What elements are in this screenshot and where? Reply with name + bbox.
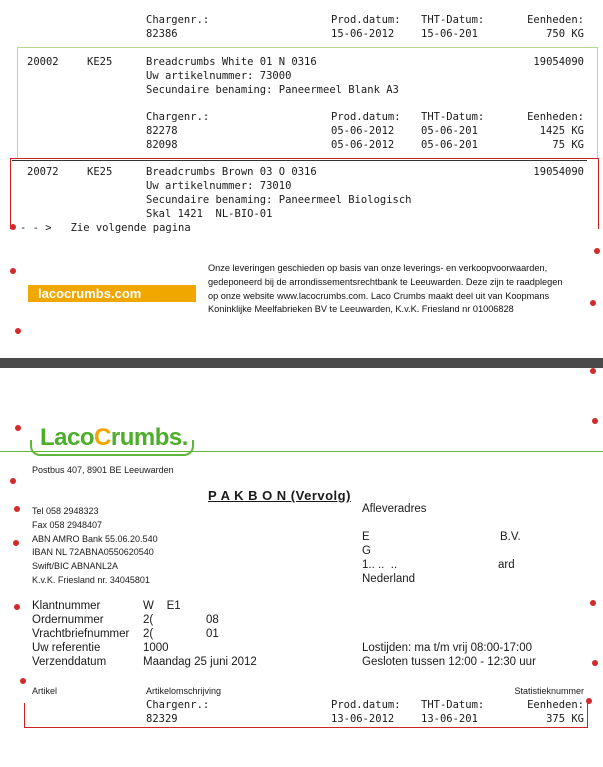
item1-row1-charge: 82278 xyxy=(146,125,178,137)
item2-skal: Skal 1421 NL-BIO-01 xyxy=(146,208,273,220)
p2-charge-label: Chargenr.: xyxy=(146,699,210,711)
red-mark xyxy=(10,224,16,230)
header-line xyxy=(0,451,603,452)
footer-line: op onze website www.lacocrumbs.com. Laco Crumbs maakt deel uit van Koopmans xyxy=(208,290,550,301)
document-title: P A K B O N (Vervolg) xyxy=(208,488,351,503)
item1-row1-qty: 1425 KG xyxy=(539,125,584,137)
brand-logo-c: C xyxy=(94,424,111,451)
charge-label: Chargenr.: xyxy=(146,14,210,26)
p2-item-frame xyxy=(24,703,588,728)
red-mark xyxy=(586,698,592,704)
afleveradres-country: Nederland xyxy=(362,573,416,585)
red-mark xyxy=(590,600,596,606)
item2-artikel: Uw artikelnummer: 73010 xyxy=(146,180,292,192)
item1-tht-label: THT-Datum: xyxy=(421,111,485,123)
item1-number: 19054090 xyxy=(533,56,584,68)
col-artikel: Artikel xyxy=(32,686,58,696)
item1-secundair: Secundaire benaming: Paneermeel Blank A3 xyxy=(146,84,399,96)
contact-bank: ABN AMRO Bank 55.06.20.540 xyxy=(32,534,158,544)
gesloten: Gesloten tussen 12:00 - 12:30 uur xyxy=(362,656,536,668)
item1-eenheden-label: Eenheden: xyxy=(527,111,584,123)
qty-value: 750 KG xyxy=(546,28,584,40)
item1-artikel: Uw artikelnummer: 73000 xyxy=(146,70,292,82)
afleveradres-extra: B.V. xyxy=(500,531,521,543)
item2-code: 20072 xyxy=(27,166,59,178)
red-mark xyxy=(10,268,16,274)
page-divider xyxy=(0,358,603,368)
item1-row1-prod: 05-06-2012 xyxy=(331,125,395,137)
red-mark xyxy=(20,678,26,684)
footer-terms xyxy=(208,262,603,317)
next-page-link: - - > Zie volgende pagina xyxy=(20,222,191,234)
red-mark xyxy=(592,660,598,666)
footer-logo: lacocrumbs.com xyxy=(28,285,196,302)
footer-line: gedeponeerd bij de arrondissementsrechtbank te Leeuwarden. Deze zijn te raadplegen xyxy=(208,276,563,287)
item2-group: KE25 xyxy=(87,166,113,178)
vrachtbrief-value: 2( xyxy=(143,628,154,640)
lostijden: Lostijden: ma t/m vrij 08:00-17:00 xyxy=(362,642,533,654)
p2-tht-value: 13-06-201 xyxy=(421,713,478,725)
item1-row2-qty: 75 KG xyxy=(552,139,584,151)
referentie-label: Uw referentie xyxy=(32,642,101,654)
red-mark xyxy=(592,418,598,424)
afleveradres-line: E xyxy=(362,531,370,543)
postbus-address: Postbus 407, 8901 BE Leeuwarden xyxy=(32,465,174,475)
afleveradres-line: 1.. .. .. xyxy=(362,559,398,571)
contact-swift: Swift/BIC ABNANL2A xyxy=(32,561,119,571)
item1-desc: Breadcrumbs White 01 N 0316 xyxy=(146,56,317,68)
item2-number: 19054090 xyxy=(533,166,584,178)
ordernummer-value2: 08 xyxy=(206,614,219,626)
p2-prod-value: 13-06-2012 xyxy=(331,713,395,725)
brand-logo-rest: rumbs. xyxy=(110,424,188,451)
red-mark xyxy=(594,248,600,254)
afleveradres-label: Afleveradres xyxy=(362,503,427,515)
red-mark xyxy=(10,478,16,484)
item1-code: 20002 xyxy=(27,56,59,68)
red-mark xyxy=(15,425,21,431)
item2-desc: Breadcrumbs Brown 03 O 0316 xyxy=(146,166,317,178)
item1-group: KE25 xyxy=(87,56,113,68)
red-mark xyxy=(13,540,19,546)
brand-logo-laco: Laco xyxy=(40,424,95,451)
red-mark xyxy=(14,604,20,610)
item1-charge-label: Chargenr.: xyxy=(146,111,210,123)
col-statistiek: Statistieknummer xyxy=(514,686,584,696)
prod-label: Prod.datum: xyxy=(331,14,401,26)
tht-label: THT-Datum: xyxy=(421,14,485,26)
footer-line: Koninklijke Meelfabrieken BV te Leeuwarden, K.v.K. Friesland nr 01006828 xyxy=(208,304,514,315)
referentie-value: 1000 xyxy=(143,642,169,654)
col-omschrijving: Artikelomschrijving xyxy=(146,686,222,696)
ordernummer-value: 2( xyxy=(143,614,154,626)
eenheden-label: Eenheden: xyxy=(527,14,584,26)
vrachtbrief-label: Vrachtbriefnummer xyxy=(32,628,130,640)
contact-tel: Tel 058 2948323 xyxy=(32,506,99,516)
p2-eenheden-label: Eenheden: xyxy=(527,699,584,711)
afleveradres-line: G xyxy=(362,545,371,557)
p2-prod-label: Prod.datum: xyxy=(331,699,401,711)
verzenddatum-label: Verzenddatum xyxy=(32,656,107,668)
tht-value: 15-06-201 xyxy=(421,28,478,40)
brand-logo xyxy=(40,424,188,452)
ordernummer-label: Ordernummer xyxy=(32,614,104,626)
item1-row2-prod: 05-06-2012 xyxy=(331,139,395,151)
item1-row2-tht: 05-06-201 xyxy=(421,139,478,151)
klantnummer-label: Klantnummer xyxy=(32,600,101,612)
item1-prod-label: Prod.datum: xyxy=(331,111,401,123)
contact-fax: Fax 058 2948407 xyxy=(32,520,103,530)
contact-kvk: K.v.K. Friesland nr. 34045801 xyxy=(32,575,150,585)
afleveradres-extra: ard xyxy=(498,559,515,571)
item1-row2-charge: 82098 xyxy=(146,139,178,151)
red-mark xyxy=(15,328,21,334)
item1-row1-tht: 05-06-201 xyxy=(421,125,478,137)
klantnummer-value: W E1 xyxy=(143,600,181,612)
p2-qty-value: 375 KG xyxy=(546,713,584,725)
prod-value: 15-06-2012 xyxy=(331,28,395,40)
footer-line: Onze leveringen geschieden op basis van onze leverings- en verkoopvoorwaarden, xyxy=(208,263,548,273)
p2-charge-value: 82329 xyxy=(146,713,178,725)
item2-secundair: Secundaire benaming: Paneermeel Biologisch xyxy=(146,194,412,206)
vrachtbrief-value2: 01 xyxy=(206,628,219,640)
red-mark xyxy=(590,368,596,374)
charge-value: 82386 xyxy=(146,28,178,40)
red-mark xyxy=(14,506,20,512)
p2-tht-label: THT-Datum: xyxy=(421,699,485,711)
contact-iban: IBAN NL 72ABNA0550620540 xyxy=(32,547,154,557)
verzenddatum-value: Maandag 25 juni 2012 xyxy=(143,656,257,668)
